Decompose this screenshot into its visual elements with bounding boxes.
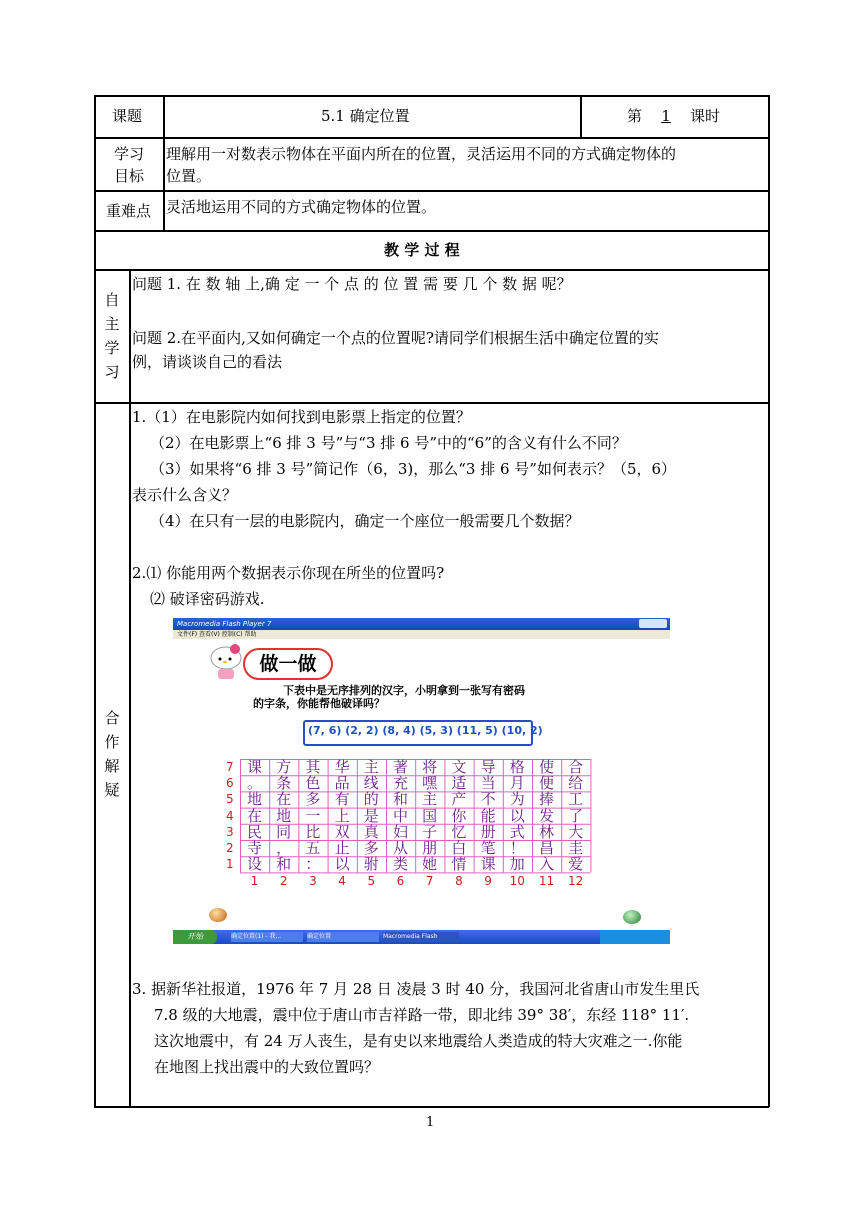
green-ball-icon (623, 910, 641, 924)
grid-cell: 多 (305, 790, 321, 809)
grid-cell: 比 (305, 822, 321, 841)
col-label: 6 (396, 874, 405, 889)
grid-cell: 线 (363, 774, 379, 793)
grid-cell: 双 (334, 822, 350, 841)
grid-cell: 格 (509, 758, 525, 776)
grid-cell: 上 (334, 806, 350, 825)
grid-cell: 册 (480, 822, 496, 841)
col-label: 2 (279, 874, 288, 889)
grid-cell: 加 (509, 855, 525, 874)
row-label: 5 (226, 792, 234, 807)
grid-cell: 大 (568, 822, 584, 841)
grid-cell: 式 (509, 822, 525, 841)
grid-cell: 忆 (451, 822, 467, 841)
grid-cell: 民 (246, 822, 262, 841)
grid-cell: 和 (276, 855, 292, 874)
grid-cell: 情 (451, 855, 467, 874)
grid-cell: 给 (568, 774, 584, 793)
grid-cell: 驸 (363, 855, 379, 874)
col-label: 11 (538, 874, 555, 889)
grid-cell: 真 (363, 822, 379, 841)
coop-1-line4: 表示什么含义？ (132, 486, 238, 504)
grid-cell: 止 (334, 839, 350, 857)
taskbar-item[interactable]: 确定位置 (307, 932, 379, 942)
taskbar-item[interactable]: Macromedia Flash (383, 932, 459, 942)
grid-cell: 妇 (392, 822, 408, 841)
grid-cell: 中 (392, 806, 408, 825)
grid-cell: 不 (480, 790, 496, 809)
grid-cell: 色 (305, 774, 321, 793)
grid-cell: 著 (392, 758, 408, 776)
kitty-icon (209, 642, 243, 680)
goal-label: 学习 目标 (114, 145, 145, 185)
goal-text-2: 位置。 (166, 167, 212, 185)
grid-cell: 以 (334, 855, 350, 874)
coop-2-line1: 2.⑴ 你能用两个数据表示你现在所坐的位置吗? (132, 564, 445, 582)
topic-label: 课题 (112, 107, 143, 125)
grid-cell: 五 (305, 839, 321, 857)
banner: 做一做 (243, 648, 333, 680)
grid-cell: 产 (451, 790, 467, 809)
question-2-line1: 问题 2.在平面内,又如何确定一个点的位置呢?请同学们根据生活中确定位置的实 (132, 329, 659, 347)
grid-cell: 昌 (538, 839, 554, 857)
grid-cell: 捧 (538, 790, 554, 809)
grid-cell: 有 (334, 790, 350, 809)
grid-cell: ： (305, 855, 321, 874)
grid-cell: 充 (392, 774, 408, 793)
grid-cell: 是 (363, 806, 379, 825)
grid-cell: 品 (334, 774, 350, 793)
col-label: 5 (367, 874, 376, 889)
grid-cell: 从 (392, 839, 408, 857)
grid-cell: 主 (422, 790, 438, 809)
grid-cell: 子 (422, 822, 438, 841)
grid-cell: 华 (334, 758, 350, 776)
grid-cell: 发 (538, 806, 554, 825)
grid-cell: 了 (568, 806, 584, 825)
row-label: 2 (226, 841, 234, 855)
grid-cell: 课 (246, 758, 262, 776)
system-tray (600, 930, 670, 944)
grid-cell: 在 (276, 790, 292, 809)
col-label: 8 (455, 874, 463, 889)
intro-line2: 的字条，你能帮他破译吗？ (253, 697, 385, 710)
row-label: 7 (226, 760, 234, 774)
grid-cell: 同 (276, 822, 292, 841)
flash-titlebar: Macromedia Flash Player 7 (173, 618, 670, 630)
grid-cell: 国 (422, 806, 438, 825)
grid-cell: 为 (509, 790, 525, 809)
grid-cell: 设 (246, 855, 262, 874)
row-label: 4 (226, 808, 234, 823)
col-label: 4 (338, 874, 346, 889)
taskbar-item[interactable]: 确定位置(1) - 我... (231, 932, 303, 942)
coop-2-line2: ⑵ 破译密码游戏. (150, 590, 265, 608)
grid-cell: 和 (392, 790, 408, 809)
grid-cell: 白 (451, 839, 467, 857)
question-1: 问题 1. 在 数 轴 上,确 定 一 个 点 的 位 置 需 要 几 个 数 据 呢？ (132, 275, 572, 293)
key-text: 灵活地运用不同的方式确定物体的位置。 (166, 198, 437, 216)
grid-cell: 多 (363, 839, 379, 857)
coop-3-line3: 这次地震中，有 24 万人丧生，是有史以来地震给人类造成的特大灾难之一.你能 (154, 1032, 683, 1050)
lesson-number: 第 1 课时 (627, 107, 721, 125)
grid-cell: 嘿 (422, 774, 438, 793)
grid-cell: 林 (538, 822, 554, 841)
grid-cell: 圭 (568, 839, 584, 857)
col-label: 10 (509, 874, 525, 889)
grid-cell: 一 (305, 806, 321, 825)
self-study-label: 自 主 学 习 (104, 291, 120, 381)
grid-cell: 能 (480, 806, 496, 825)
coop-3-line4: 在地图上找出震中的大致位置吗？ (154, 1058, 380, 1076)
question-2-line2: 例，请谈谈自己的看法 (132, 353, 283, 371)
row-label: 6 (226, 776, 234, 791)
grid-cell: ， (276, 839, 292, 857)
start-button[interactable]: 开始 (173, 930, 217, 944)
code-text: (7, 6) (2, 2) (8, 4) (5, 3) (11, 5) (10, 2) (308, 724, 543, 737)
grid-cell: 月 (509, 774, 525, 793)
key-label: 重难点 (106, 202, 152, 220)
grid-cell: 你 (451, 806, 467, 825)
grid-cell: 爱 (568, 855, 584, 874)
grid-cell: 使 (538, 758, 554, 776)
grid-cell: 便 (538, 774, 554, 793)
col-label: 3 (309, 874, 317, 889)
coop-1-line1: 1.（1）在电影院内如何找到电影票上指定的位置？ (132, 408, 471, 426)
coop-1-line5: （4）在只有一层的电影院内，确定一个座位一般需要几个数据？ (150, 512, 580, 530)
grid-cell: 适 (451, 774, 467, 793)
grid-cell: ！ (509, 839, 525, 857)
col-label: 1 (250, 874, 259, 889)
grid-cell: 地 (276, 806, 292, 825)
grid-cell: 导 (480, 758, 496, 776)
grid-cell: 课 (480, 855, 496, 874)
grid-cell: 文 (451, 758, 467, 776)
intro-line1: 下表中是无序排列的汉字，小明拿到一张写有密码 (283, 684, 525, 697)
grid-cell: 寺 (246, 839, 262, 857)
grid-cell: 方 (276, 758, 292, 776)
row-label: 3 (226, 824, 234, 839)
window-controls-icon[interactable] (639, 619, 667, 628)
process-title: 教 学 过 程 (384, 241, 460, 259)
grid-cell: 合 (568, 758, 584, 776)
coop-1-line3: （3）如果将“6 排 3 号”简记作（6，3)，那么“3 排 6 号”如何表示？（5，6） (150, 460, 677, 478)
col-label: 7 (425, 874, 434, 889)
grid-cell: 将 (422, 758, 438, 776)
coop-3-line1: 3. 据新华社报道，1976 年 7 月 28 日 凌晨 3 时 40 分，我国河北省唐山市发生里氏 (132, 980, 700, 998)
orange-ball-icon (209, 908, 227, 922)
row-label: 1 (226, 857, 234, 872)
grid-cell: 工 (568, 790, 584, 809)
coop-1-line2: （2）在电影票上“6 排 3 号”与“3 排 6 号”中的“6”的含义有什么不同？ (150, 434, 627, 452)
grid-cell: 类 (392, 855, 408, 874)
grid-cell: 朋 (422, 839, 438, 857)
col-label: 12 (568, 874, 584, 889)
grid-cell: 当 (480, 774, 496, 793)
grid-cell: 。 (246, 774, 262, 793)
grid-cell: 条 (276, 774, 292, 793)
flash-player-screenshot (173, 618, 670, 944)
taskbar (173, 930, 670, 944)
coop-3-line2: 7.8 级的大地震，震中位于唐山市吉祥路一带，即北纬 39° 38′，东经 118° 11′. (154, 1006, 690, 1024)
page-number: 1 (426, 1115, 435, 1130)
grid-cell: 地 (246, 790, 262, 809)
grid-cell: 入 (538, 855, 554, 874)
goal-text-1: 理解用一对数表示物体在平面内所在的位置，灵活运用不同的方式确定物体的 (166, 145, 677, 163)
col-label: 9 (484, 874, 492, 889)
grid-cell: 的 (363, 790, 379, 809)
grid-cell: 笔 (480, 839, 496, 857)
coop-label: 合 作 解 疑 (104, 709, 120, 799)
grid-cell: 她 (422, 855, 438, 874)
grid-cell: 其 (305, 758, 321, 776)
flash-menubar[interactable]: 文件(F) 查看(V) 控制(C) 帮助 (173, 630, 670, 639)
grid-cell: 以 (509, 806, 525, 825)
lesson-title: 5.1 确定位置 (321, 107, 410, 125)
grid-cell: 在 (246, 806, 262, 825)
grid-cell: 主 (363, 758, 379, 776)
